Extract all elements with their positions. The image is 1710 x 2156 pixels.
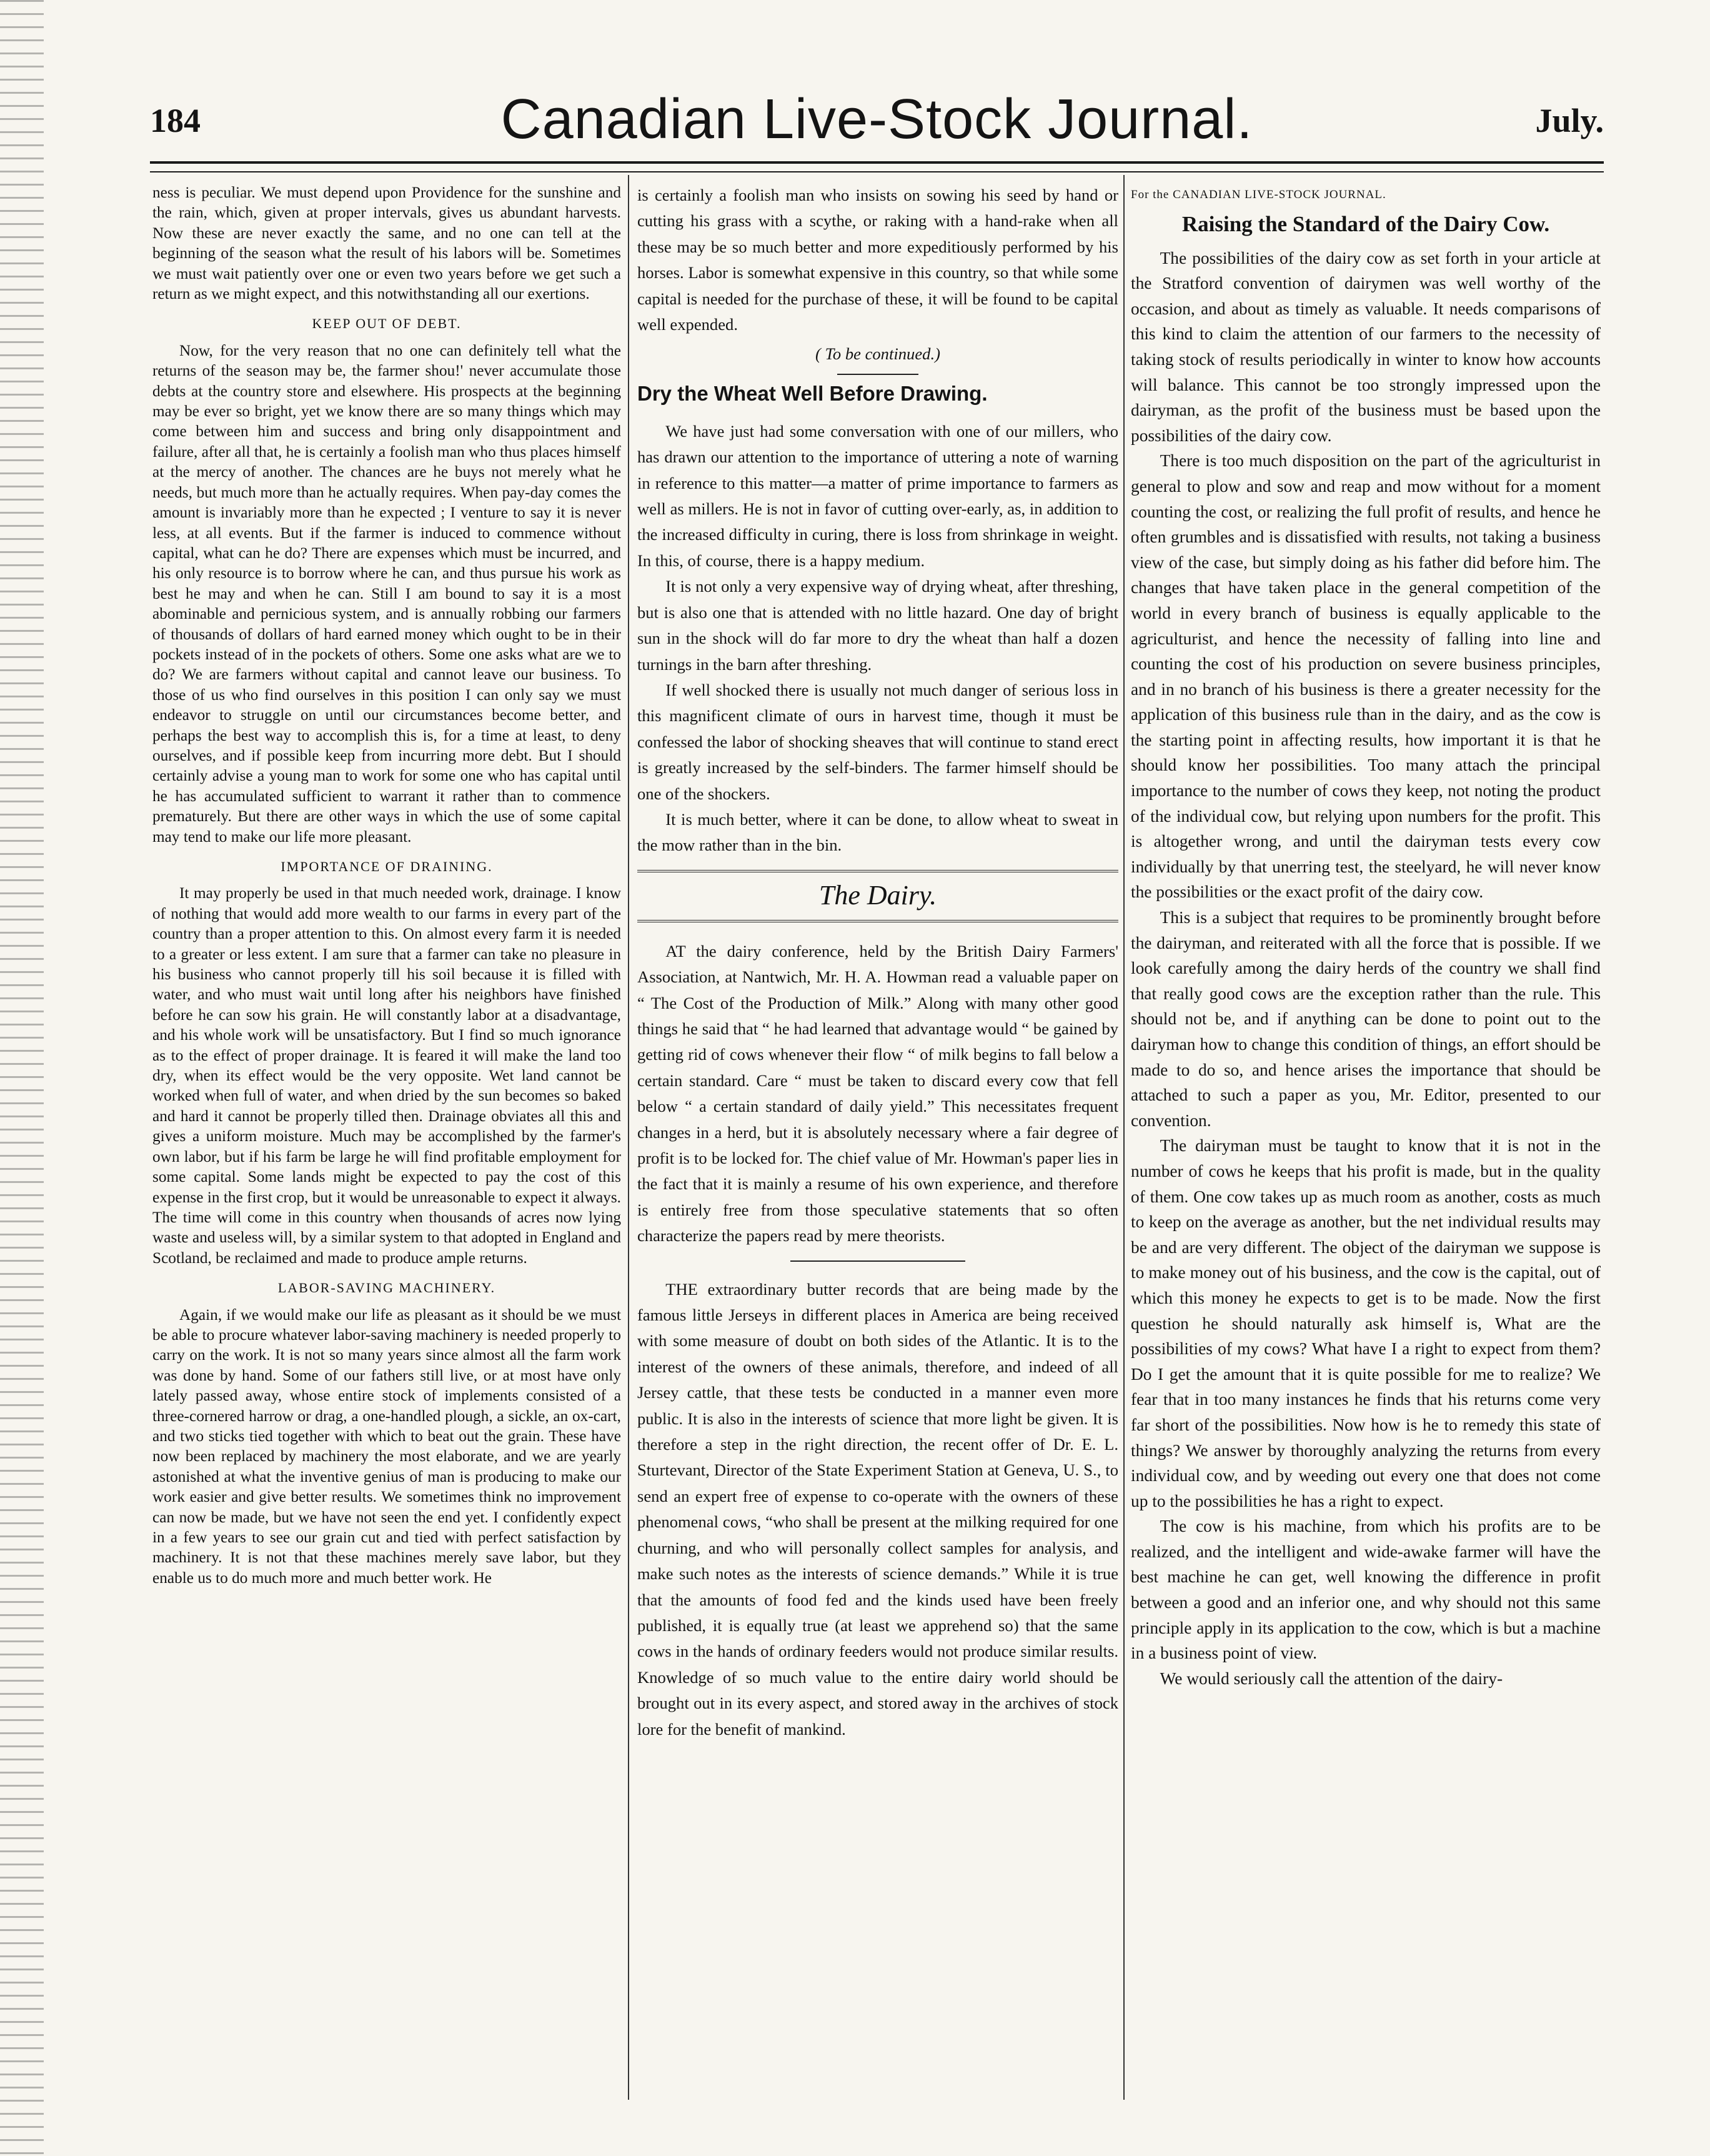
article-paragraph: Now, for the very reason that no one can definitely tell what the returns of the season may be, the farmer shou!' never accumulate those debts at the country store and elsewhere. His prospects at the beginning may be ever so bright, yet we know there are so many things which may come between him and success and bring only disappointment and failure, after all that, he is certainly a foolish man who thus places himself at the mercy of another. The chances are he buys not merely what he needs, but much more than he actually requires. When pay-day comes the amount is invariably more than he expected ; I venture to say it is never less, at all events. But if the farmer is induced to commence without capital, what can he do? There are expenses which must be incurred, and his only resource is to borrow where he can, and thus pursue his work as best he may and when he can. Still I am bound to say it is a most abominable and pernicious system, and is annually robbing our farmers of thousands of dollars of hard earned money which ought to be in their pockets instead of in the pockets of others. Some one asks what are we to do? We are farmers without capital and cannot leave our business. To those of us who find ourselves in this position I can only say we must endeavor to struggle on until our circumstances become better, and perhaps the best way to accomplish this is, for a time at least, to deny ourselves, and if possible keep from incurring more debt. But I should certainly advise a young man to work for some one who has capital until he has accumulated sufficient to warrant it rather than to commence prematurely. But there are other ways in which the use of some capital may tend to make our life more pleasant. [152, 341, 621, 846]
divider [790, 1260, 965, 1262]
article-paragraph: It is not only a very expensive way of drying wheat, after threshing, but is also one that is attended with no little hazard. One day of bright sun in the shock will do far more to dry the wheat than half a dozen turnings in the barn after threshing. [637, 577, 1118, 674]
article-paragraph: The dairyman must be taught to know that it is not in the number of cows he keeps that his profit is made, but in the quality of them. One cow takes up as much room as another, costs as much to keep on the average as another, but the net individual results may be and are very different. The object of the dairyman we suppose is to make money out of his business, and the cow is the capital, out of which this money he expects to get is to be made. Now the first question he should naturally ask himself is, What are the possibilities of my cows? What have I a right to expect from them? Do I get the amount that it is quite possible for me to realize? We fear that in too many instances he finds that his returns come very far short of the possibilities. Now how is he to remedy this state of things? We answer by thoroughly analyzing the returns from every individual cow, and by weeding out every one that does not come up to the possibilities he has a right to expect. [1131, 1136, 1601, 1510]
article-paragraph: This is a subject that requires to be prominently brought before the dairyman, and reiterated with all the force that is possible. If we look carefully among the dairy herds of the country we shall find that really good cows are the exception rather than the rule. This should not be, and if anything can be done to point out to the dairyman how to change this condition of things, an effort should be made to do so, and hence arises the importance that should be attached to such a paper as you, Mr. Editor, presented to our convention. [1131, 908, 1601, 1130]
subheading: IMPORTANCE OF DRAINING. [281, 859, 493, 874]
article-paragraph: We would seriously call the attention of the dairy- [1160, 1669, 1503, 1688]
page-number: 184 [150, 102, 201, 139]
masthead [150, 87, 1604, 162]
column-left [152, 182, 621, 2120]
masthead-rule [150, 161, 1604, 172]
article-paragraph: AT the dairy conference, held by the British Dairy Farmers' Association, at Nantwich, Mr. H. A. Howman read a valuable paper on “ The Cost of the Production of Milk.” Along with many other good things he said that “ he had learned that advantage would “ be gained by getting rid of cows whenever their flow “ of milk begins to fall below a certain standard. Care “ must be taken to discard every cow that fell below “ a certain standard of daily yield.” This necessitates frequent changes in a herd, but it is absolutely necessary where a fair degree of profit is to be locked for. The chief value of Mr. Howman's paper lies in the fact that it is mainly a resume of his own experience, and therefore is entirely free from those speculative statements that so often characterize the papers read by mere theorists. [637, 941, 1118, 1245]
article-paragraph: The cow is his machine, from which his profits are to be realized, and the intelligent and wide-awake farmer will have the best machine he can get, well knowing the difference in profit between a good and an inferior one, and why should not this same principle apply in its application to the cow, which is but a machine in a business point of view. [1131, 1517, 1601, 1663]
column-middle [637, 182, 1118, 2120]
article-paragraph: It is much better, where it can be done, to allow wheat to sweat in the mow rather than in the bin. [637, 809, 1118, 855]
column-divider [628, 175, 629, 2100]
subheading: LABOR-SAVING MACHINERY. [277, 1280, 496, 1296]
column-right [1131, 182, 1601, 2120]
continued-note: ( To be continued.) [815, 344, 940, 364]
binding-edge-marks [0, 0, 44, 2156]
article-paragraph: ness is peculiar. We must depend upon Providence for the sunshine and the rain, which, given at proper intervals, gives us abundant harvests. Now these are never exactly the same, and no one can tell at the beginning of the season what the result of his labors will be. Sometimes we must wait patiently over one or even two years before we get such a return as we might expect, and this notwithstanding all our exertions. [152, 184, 621, 303]
article-paragraph: is certainly a foolish man who insists on sowing his seed by hand or cutting his grass with a scythe, or raking with a hand-rake when all these may be so much better and more expeditiously performed by his horses. Labor is somewhat expensive in this country, so that while some capital is needed for the purchase of these, it will be found to be capital well expended. [637, 186, 1118, 334]
byline: For the CANADIAN LIVE-STOCK JOURNAL. [1131, 188, 1386, 201]
department-banner [637, 870, 1118, 922]
article-paragraph: We have just had some conversation with one of our millers, who has drawn our attention to the importance of uttering a note of warning in reference to this matter—a matter of prime importance to farmers as well as millers. He is not in favor of cutting over-early, as, in addition to the increased difficulty in curing, there is loss from shrinkage in weight. In this, of course, there is a happy medium. [637, 421, 1118, 570]
article-headline: Dry the Wheat Well Before Drawing. [637, 381, 988, 405]
article-paragraph: Again, if we would make our life as pleasant as it should be we must be able to procure whatever labor-saving machinery is needed properly to carry on the work. It is not so many years since almost all the farm work was done by hand. Some of our fathers still live, or at most have only lately passed away, whose entire stock of implements consisted of a three-cornered harrow or drag, a one-handled plough, a sickle, an ox-cart, and two sticks tied together with which to beat out the grain. These have now been replaced by machinery the most elaborate, and we are yearly astonished at what the inventive genius of man is producing to make our work easier and give better results. We sometimes think no improvement can now be made, but we have not seen the end yet. I confidently expect in a few years to see our grain cut and tied with perfect satisfaction by machinery. It is not that these machines merely save labor, but they enable us to do much more and much better work. He [152, 1305, 621, 1587]
article-paragraph: The possibilities of the dairy cow as set forth in your article at the Stratford convention of dairymen was well worthy of the occasion, and about as timely as valuable. It needs comparisons of this kind to claim the attention of our farmers to the necessity of taking stock of results periodically in winter to know how accounts will balance. This cannot be too strongly impressed upon the dairyman, as the profit of the business must be based upon the possibilities of the dairy cow. [1131, 248, 1601, 445]
article-headline: Raising the Standard of the Dairy Cow. [1181, 211, 1550, 236]
article-paragraph: THE extraordinary butter records that are being made by the famous little Jerseys in different places in America are being received with some measure of doubt on both sides of the Atlantic. It is to the interest of the owners of these animals, therefore, and indeed of all Jersey cattle, that these tests be conducted in a manner even more public. It is also in the interests of science that more light be given. It is therefore a step in the right direction, the recent offer of Dr. E. L. Sturtevant, Director of the State Experiment Station at Geneva, U. S., to send an expert free of expense to co-operate with the owners of these phenomenal cows, “who shall be present at the milking required for one churning, and who will personally collect samples for analysis, and make such notes as the interests of science demands.” While it is true that the amounts of food fed and the kinds used have been freely published, it is equally true (at least we apprehend so) that the same cows in the hands of ordinary feeders would not produce similar results. Knowledge of so much value to the entire dairy world should be brought out in its every aspect, and stored away in the archives of stock lore for the benefit of mankind. [637, 1279, 1118, 1739]
article-paragraph: There is too much disposition on the part of the agriculturist in general to plow and sow and reap and mow without for a moment counting the cost, or realizing the full profit of results, and hence he often grumbles and is dissatisfied with results, not taking a business view of the case, but simply doing as his father did before him. The changes that have taken place in the general competition of the world in every branch of business is equally applicable to the agriculturist, and hence the necessity of falling into line and counting the cost of his production on severe business principles, and in no branch of his business is there a greater necessity for the application of this business rule than in the dairy, and as the cow is the starting point in affecting results, how important it is that he should know her possibilities. Too many attach the principal importance to the number of cows they keep, not noting the product of the individual cow, but relying upon numbers for the profit. This is altogether wrong, and until the dairyman tests every cow individually by that unerring test, the steelyard, he will never know the possibilities or the exact profit of the dairy cow. [1131, 451, 1601, 902]
department-title: The Dairy. [818, 879, 937, 911]
journal-title: Canadian Live-Stock Journal. [500, 88, 1253, 151]
divider [837, 374, 918, 375]
column-divider [1123, 175, 1125, 2100]
article-paragraph: It may properly be used in that much needed work, drainage. I know of nothing that would add more wealth to our farms in every part of the country than a proper attention to this. On almost every farm it is needed to a greater or less extent. I am sure that a farmer can take no pleasure in his business who cannot properly till his soil because it is filled with water, and who must wait until long after his neighbors have finished before he can sow his grain. He will constantly labor at a disadvantage, and his whole work will be unsatisfactory. But I find so much ignorance as to the effect of proper drainage. It is feared it will make the land too dry, when its effect would be the very opposite. Wet land cannot be worked when full of water, and when dried by the sun becomes so baked and hard it cannot be properly tilled then. Drainage obviates all this and gives a uniform moisture. Much may be accomplished by the farmer's own labor, but if his farm be large he will find profitable employment for some capital. Some lands might be expected to pay the cost of this expense in the first crop, but it would be unreasonable to expect it always. The time will come in this country when thousands of acres now lying waste and useless will, by a similar system to that adopted in England and Scotland, be reclaimed and made to produce ample returns. [152, 884, 621, 1267]
subheading: KEEP OUT OF DEBT. [312, 316, 462, 332]
article-paragraph: If well shocked there is usually not much danger of serious loss in this magnificent climate of ours in harvest time, though it must be confessed the labor of shocking sheaves that will continue to stand erect is greatly increased by the self-binders. The farmer himself should be one of the shockers. [637, 680, 1118, 803]
issue-month: July. [1535, 102, 1604, 139]
